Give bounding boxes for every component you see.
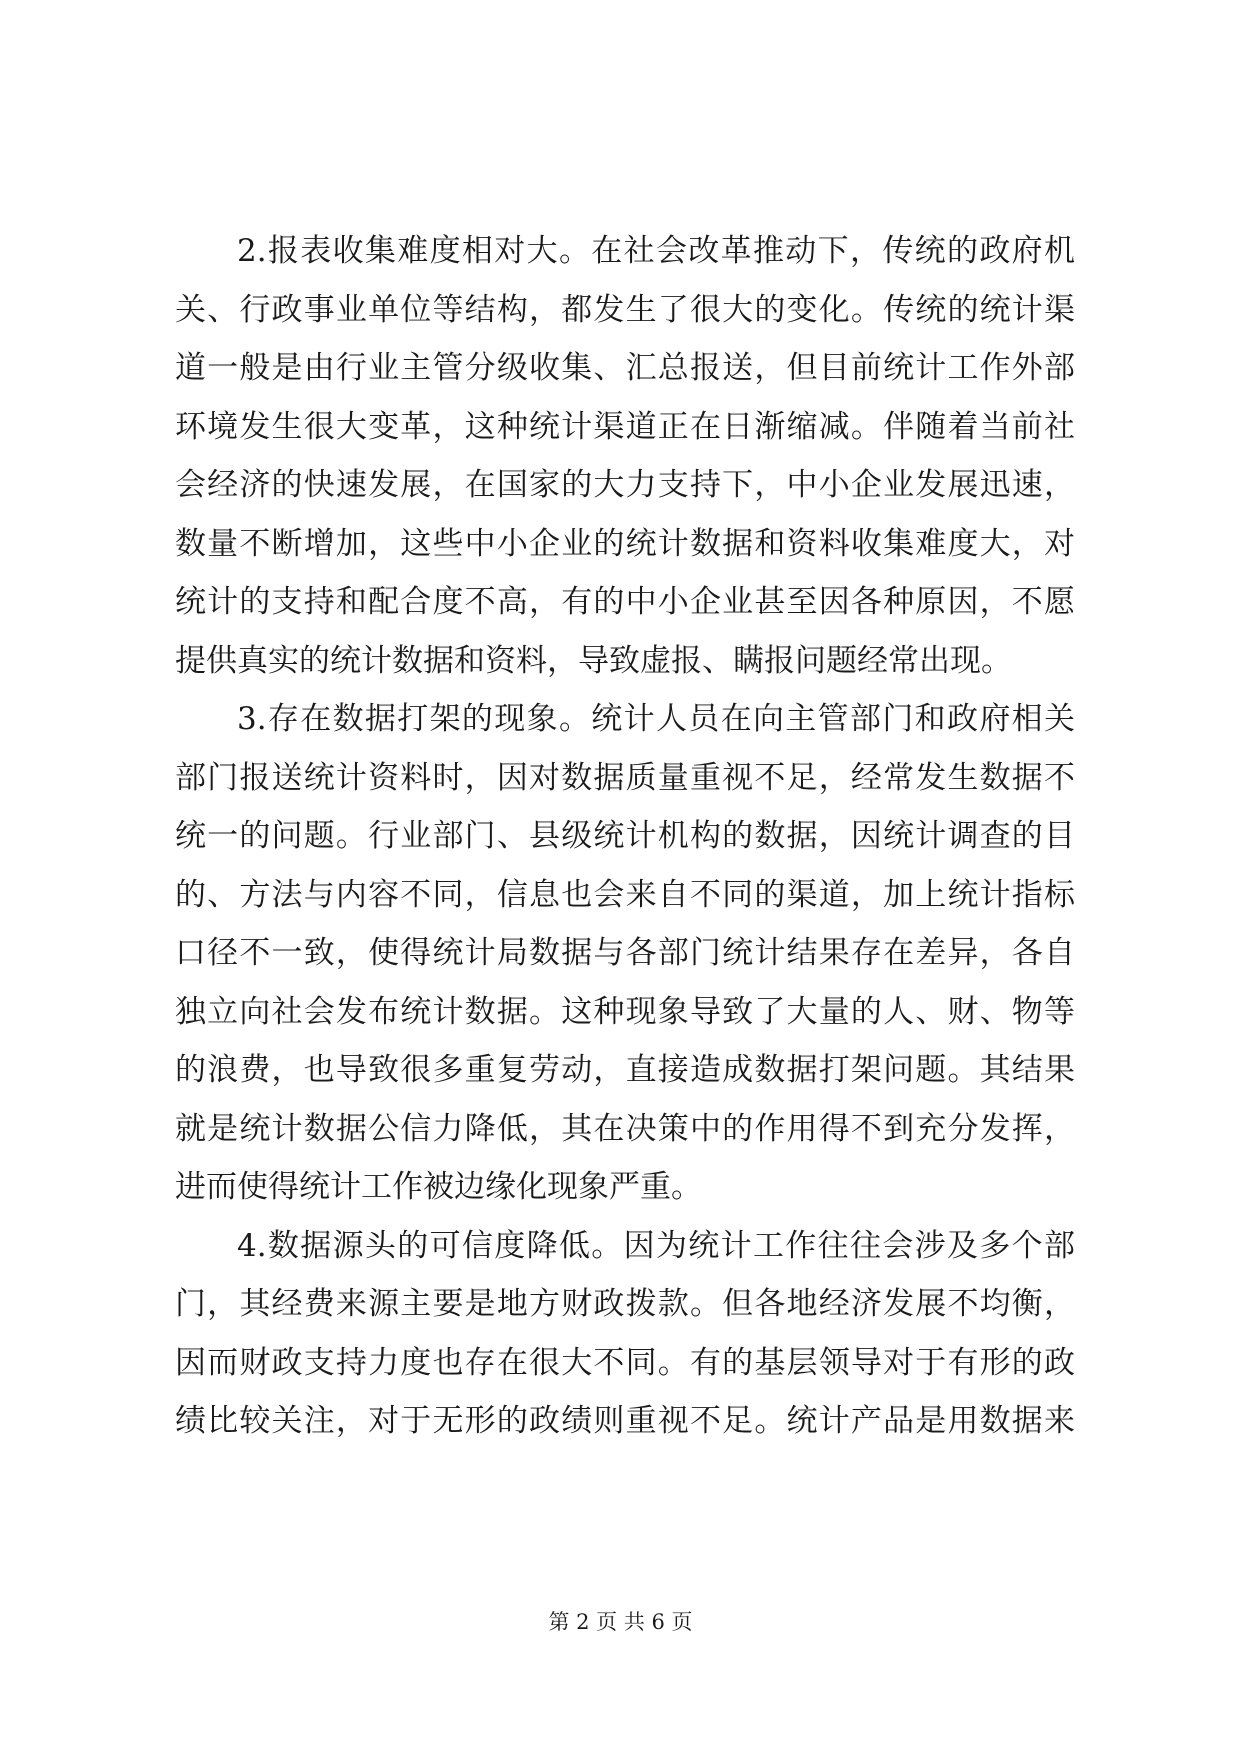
paragraph-1-line-2: 关、行政事业单位等结构，都发生了很大的变化。传统的统计渠 <box>175 291 1075 328</box>
page-footer <box>0 1608 1241 1636</box>
paragraph-3-line-3: 因而财政支持力度也存在很大不同。有的基层领导对于有形的政 <box>175 1344 1075 1381</box>
paragraph-1-line-3: 道一般是由行业主管分级收集、汇总报送，但目前统计工作外部 <box>175 350 1075 386</box>
paragraph-3-line-2: 门，其经费来源主要是地方财政拨款。但各地经济发展不均衡， <box>175 1286 1075 1322</box>
paragraph-1-line-1: 2.报表收集难度相对大。在社会改革推动下，传统的政府机 <box>237 233 1075 269</box>
paragraph-1-line-7: 统计的支持和配合度不高，有的中小企业甚至因各种原因，不愿 <box>175 584 1075 620</box>
paragraph-2-line-9: 进而使得统计工作被边缘化现象严重。 <box>175 1169 702 1205</box>
paragraph-1-line-5: 会经济的快速发展，在国家的大力支持下，中小企业发展迅速， <box>175 467 1075 503</box>
paragraph-1-line-6: 数量不断增加，这些中小企业的统计数据和资料收集难度大，对 <box>175 525 1075 562</box>
paragraph-2-line-4: 的、方法与内容不同，信息也会来自不同的渠道，加上统计指标 <box>175 876 1075 913</box>
paragraph-2-line-3: 统一的问题。行业部门、县级统计机构的数据，因统计调查的目 <box>175 818 1075 854</box>
paragraph-3-line-1: 4.数据源头的可信度降低。因为统计工作往往会涉及多个部 <box>237 1227 1075 1264</box>
paragraph-1-line-4: 环境发生很大变革，这种统计渠道正在日渐缩减。伴随着当前社 <box>175 408 1075 445</box>
paragraph-2-line-5: 口径不一致，使得统计局数据与各部门统计结果存在差异，各自 <box>175 935 1075 971</box>
paragraph-2-line-8: 就是统计数据公信力降低，其在决策中的作用得不到充分发挥， <box>175 1110 1075 1147</box>
body-text <box>175 222 1075 1451</box>
paragraph-2-line-1: 3.存在数据打架的现象。统计人员在向主管部门和政府相关 <box>237 701 1075 737</box>
paragraph-3-line-4: 绩比较关注，对于无形的政绩则重视不足。统计产品是用数据来 <box>175 1403 1075 1439</box>
paragraph-2-line-7: 的浪费，也导致很多重复劳动，直接造成数据打架问题。其结果 <box>175 1052 1075 1088</box>
paragraph-2-line-2: 部门报送统计资料时，因对数据质量重视不足，经常发生数据不 <box>175 759 1075 796</box>
paragraph-2-line-6: 独立向社会发布统计数据。这种现象导致了大量的人、财、物等 <box>175 993 1075 1030</box>
paragraph-1-line-8: 提供真实的统计数据和资料，导致虚报、瞒报问题经常出现。 <box>175 642 1012 679</box>
page-number-label: 第 2 页 共 6 页 <box>548 1610 693 1634</box>
